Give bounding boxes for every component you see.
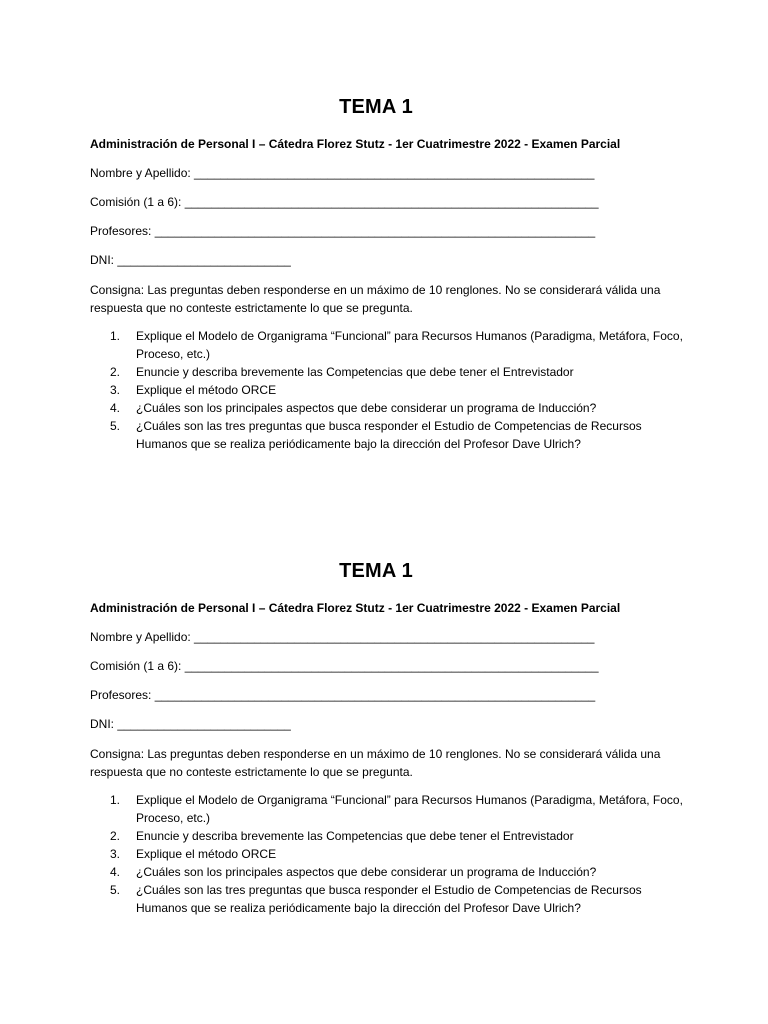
- question-item: [90, 417, 684, 453]
- name-blank-line: ____________________________________________________________: [190, 166, 595, 180]
- professors-field: [90, 223, 690, 239]
- exam-title: TEMA 1: [339, 96, 413, 118]
- question-text: Explique el método ORCE: [136, 847, 277, 861]
- instructions-text: Consigna: Las preguntas deben responderse en un máximo de 10 renglones. No se considerará válida una respuesta que no conteste estrictamente lo que se pregunta.: [90, 283, 661, 315]
- professors-field: [90, 687, 690, 703]
- question-item: [90, 827, 684, 845]
- dni-field: [90, 716, 690, 732]
- question-number: 3.: [110, 383, 121, 397]
- commission-field: [90, 194, 690, 210]
- question-number: 5.: [110, 419, 121, 433]
- question-text: ¿Cuáles son las tres preguntas que busca responder el Estudio de Competencias de Recursos Humanos que se realiza periódicamente bajo la dirección del Profesor Dave Ulrich?: [136, 419, 642, 451]
- question-text: ¿Cuáles son las tres preguntas que busca responder el Estudio de Competencias de Recursos Humanos que se realiza periódicamente bajo la dirección del Profesor Dave Ulrich?: [136, 883, 642, 915]
- question-item: [90, 399, 684, 417]
- course-header: Administración de Personal I – Cátedra Florez Stutz - 1er Cuatrimestre 2022 - Examen Parcial: [90, 601, 621, 615]
- question-number: 1.: [110, 329, 121, 343]
- question-text: Explique el Modelo de Organigrama “Funcional” para Recursos Humanos (Paradigma, Metáfora, Foco, Proceso, etc.): [136, 793, 683, 825]
- question-item: [90, 845, 684, 863]
- name-blank-line: ____________________________________________________________: [190, 630, 595, 644]
- question-number: 1.: [110, 793, 121, 807]
- commission-blank-line: ______________________________________________________________: [181, 659, 599, 673]
- name-label: Nombre y Apellido:: [90, 166, 191, 180]
- exam-copy-1: [90, 94, 690, 453]
- question-text: ¿Cuáles son los principales aspectos que debe considerar un programa de Inducción?: [136, 865, 597, 879]
- exam-copy-2: [90, 558, 690, 917]
- commission-blank-line: ______________________________________________________________: [181, 195, 599, 209]
- dni-blank-line: __________________________: [114, 717, 291, 731]
- commission-label: Comisión (1 a 6):: [90, 659, 182, 673]
- name-field: [90, 629, 690, 645]
- question-number: 5.: [110, 883, 121, 897]
- commission-label: Comisión (1 a 6):: [90, 195, 182, 209]
- question-item: [90, 881, 684, 917]
- question-number: 4.: [110, 865, 121, 879]
- dni-label: DNI:: [90, 717, 114, 731]
- question-text: Explique el método ORCE: [136, 383, 277, 397]
- question-text: ¿Cuáles son los principales aspectos que debe considerar un programa de Inducción?: [136, 401, 597, 415]
- question-number: 3.: [110, 847, 121, 861]
- question-number: 2.: [110, 829, 121, 843]
- question-item: [90, 363, 684, 381]
- professors-blank-line: __________________________________________________________________: [151, 224, 596, 238]
- commission-field: [90, 658, 690, 674]
- question-number: 4.: [110, 401, 121, 415]
- question-item: [90, 791, 684, 827]
- question-number: 2.: [110, 365, 121, 379]
- dni-label: DNI:: [90, 253, 114, 267]
- professors-label: Profesores:: [90, 688, 152, 702]
- question-list: [90, 327, 690, 453]
- professors-blank-line: __________________________________________________________________: [151, 688, 596, 702]
- question-text: Enuncie y describa brevemente las Competencias que debe tener el Entrevistador: [136, 365, 574, 379]
- course-header: Administración de Personal I – Cátedra Florez Stutz - 1er Cuatrimestre 2022 - Examen Parcial: [90, 137, 621, 151]
- question-item: [90, 327, 684, 363]
- question-list: [90, 791, 690, 917]
- instructions-text: Consigna: Las preguntas deben responderse en un máximo de 10 renglones. No se considerará válida una respuesta que no conteste estrictamente lo que se pregunta.: [90, 747, 661, 779]
- question-text: Enuncie y describa brevemente las Competencias que debe tener el Entrevistador: [136, 829, 574, 843]
- question-item: [90, 381, 684, 399]
- dni-field: [90, 252, 690, 268]
- dni-blank-line: __________________________: [114, 253, 291, 267]
- exam-title: TEMA 1: [339, 560, 413, 582]
- question-text: Explique el Modelo de Organigrama “Funcional” para Recursos Humanos (Paradigma, Metáfora, Foco, Proceso, etc.): [136, 329, 683, 361]
- professors-label: Profesores:: [90, 224, 152, 238]
- question-item: [90, 863, 684, 881]
- name-label: Nombre y Apellido:: [90, 630, 191, 644]
- name-field: [90, 165, 690, 181]
